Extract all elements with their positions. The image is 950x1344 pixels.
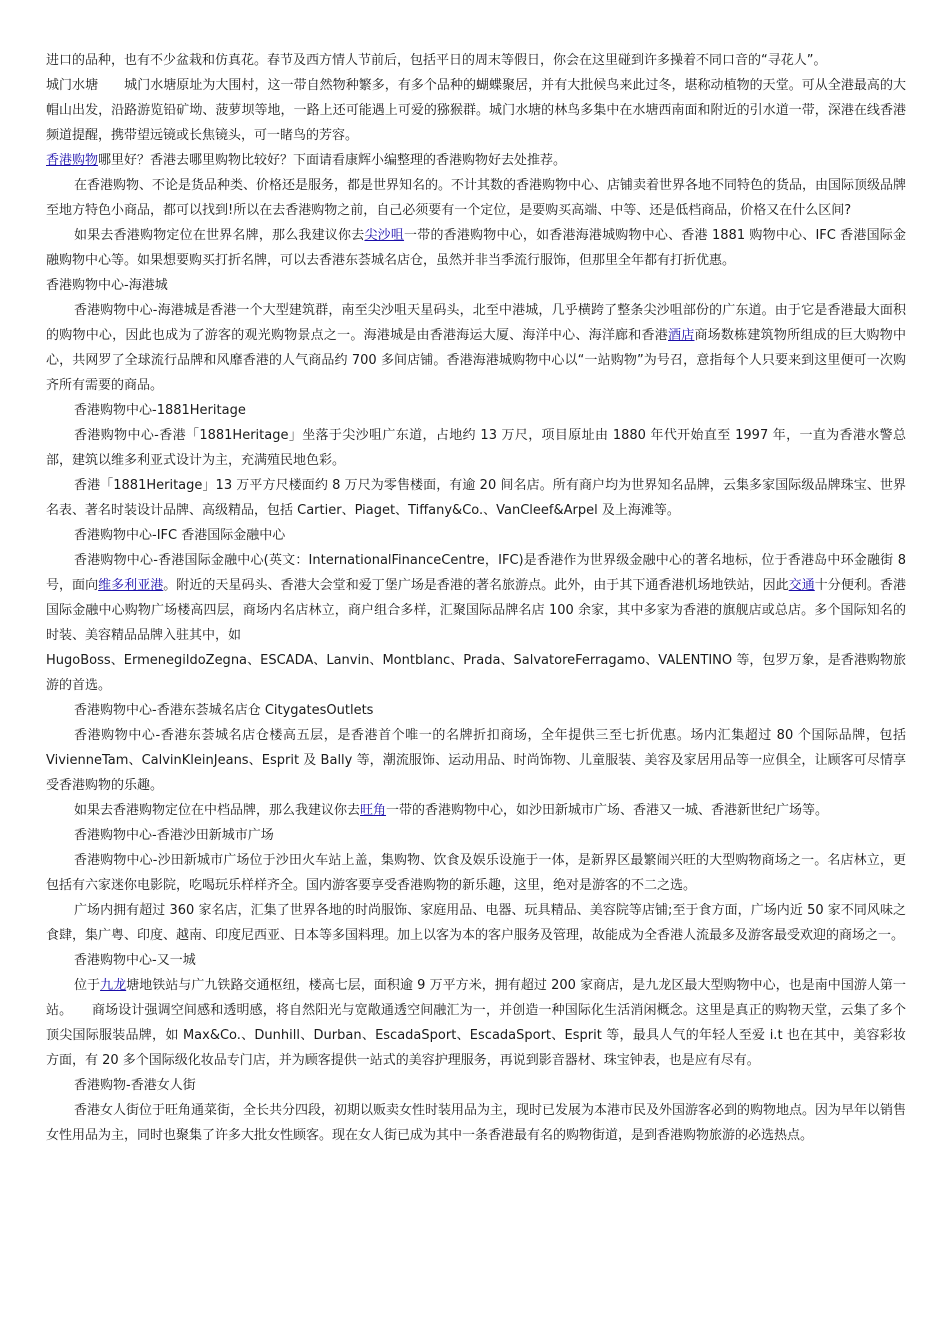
heading-harbour-city: 香港购物中心-海港城 — [46, 278, 168, 293]
text-segment: 。附近的天星码头、香港大会堂和爱丁堡广场是香港的著名旅游点。此外，由于其下通香港机场地铁站，因此 — [163, 578, 789, 593]
paragraph-shing-mun-reservoir: 城门水塘 城门水塘原址为大围村，这一带自然物种繁多，有多个品种的蝴蝶聚居，并有大批候鸟来此过冬，堪称动植物的天堂。可从全港最高的大帽山出发，沿路游览铅矿坳、菠萝坝等地，一路上还可能遇上可爱的猕猴群。城门水塘的林鸟多集中在水塘西南面和附近的引水道一带，深港在线香港频道提醒，携带望远镜或长焦镜头，可一睹鸟的芳容。 — [46, 78, 906, 143]
text-segment: 塘地铁站与广九铁路交通枢纽，楼高七层，面积逾 9 万平方米，拥有超过 200 家商店，是九龙区最大型购物中心，也是南中国游人第一站。 商场设计强调空间感和透明感，将自然阳光与宽敞通透空间融汇为一，并创造一种国际化生活消闲概念。这里是真正的购物天堂，云集了多个顶尖国际服装品牌，如 Max&Co.、Dunhill、Durban、EscadaSport、EscadaSport、Esprit 等，最具人气的年轻人至爱 i.t 也在其中，美容彩妆方面，有 20 多个国际级化妆品专门店，并为顾客提供一站式的美容护理服务，再说到影音器材、珠宝钟表，也是应有尽有。 — [46, 978, 906, 1068]
link-hotel[interactable]: 酒店 — [667, 328, 695, 343]
link-mong-kok[interactable]: 旺角 — [360, 803, 387, 818]
text-segment: 如果去香港购物定位在中档品牌，那么我建议你去 — [74, 803, 361, 818]
heading-1881-heritage: 香港购物中心-1881Heritage — [74, 403, 246, 418]
heading-citygate-outlets: 香港购物中心-香港东荟城名店仓 CitygatesOutlets — [74, 703, 374, 718]
heading-ladies-market: 香港购物-香港女人街 — [74, 1078, 196, 1093]
paragraph-new-town-plaza: 香港购物中心-沙田新城市广场位于沙田火车站上盖，集购物、饮食及娱乐设施于一体，是新界区最繁闹兴旺的大型购物商场之一。名店林立，更包括有六家迷你电影院，吃喝玩乐样样齐全。国内游客要享受香港购物的新乐趣，这里，绝对是游客的不二之选。 — [46, 853, 906, 893]
paragraph-1881-heritage-retail: 香港「1881Heritage」13 万平方尺楼面约 8 万尺为零售楼面，有逾 20 间名店。所有商户均为世界知名品牌，云集多家国际级品牌珠宝、世界名表、著名时装设计品牌、高级精品，包括 Cartier、Piaget、Tiffany&Co.、VanCleef&Arpel 及上海滩等。 — [46, 478, 906, 518]
paragraph-festival-walk — [46, 973, 906, 1073]
text-segment: 香港购物中心-香港国际金融中心(英文：InternationalFinanceCentre，IFC)是香港作为世界级金融中心的著名地标，位于香港岛中环金融街 8 号，面向 — [46, 553, 906, 593]
paragraph-harbour-city — [46, 298, 906, 398]
paragraph-luxury-brands — [46, 223, 906, 273]
text-segment: 一带的香港购物中心，如沙田新城市广场、香港又一城、香港新世纪广场等。 — [386, 803, 829, 818]
paragraph-shopping-positioning: 在香港购物、不论是货品种类、价格还是服务，都是世界知名的。不计其数的香港购物中心、店铺卖着世界各地不同特色的货品，由国际顶级品牌至地方特色小商品，都可以找到!所以在去香港购物之前，自己必须要有一个定位，是要购买高端、中等、还是低档商品，价格又在什么区间? — [46, 178, 907, 218]
paragraph-citygate-outlets: 香港购物中心-香港东荟城名店仓楼高五层，是香港首个唯一的名牌折扣商场，全年提供三至七折优惠。场内汇集超过 80 个国际品牌，包括 VivienneTam、CalvinKleinJeans、Esprit 及 Bally 等，潮流服饰、运动用品、时尚饰物、儿童服装、美容及家居用品等一应俱全，让顾客可尽情享受香港购物的乐趣。 — [46, 728, 906, 793]
intro-text: 哪里好？香港去哪里购物比较好？下面请看康辉小编整理的香港购物好去处推荐。 — [98, 153, 567, 168]
text-segment: 位于 — [74, 978, 101, 993]
paragraph-ladies-market: 香港女人街位于旺角通菜街，全长共分四段，初期以贩卖女性时装用品为主，现时已发展为本港市民及外国游客必到的购物地点。因为早年以销售女性用品为主，同时也聚集了许多大批女性顾客。现在女人街已成为其中一条香港最有名的购物街道，是到香港购物旅游的必选热点。 — [46, 1103, 907, 1143]
document-body — [46, 48, 906, 1148]
link-tsim-sha-tsui[interactable]: 尖沙咀 — [364, 228, 405, 243]
link-hk-shopping[interactable]: 香港购物 — [46, 153, 99, 168]
heading-ifc: 香港购物中心-IFC 香港国际金融中心 — [74, 528, 286, 543]
heading-new-town-plaza: 香港购物中心-香港沙田新城市广场 — [74, 828, 274, 843]
link-victoria-harbour[interactable]: 维多利亚港 — [98, 578, 164, 593]
text-segment: 香港购物中心-海港城是香港一个大型建筑群，南至尖沙咀天星码头，北至中港城，几乎横跨了整条尖沙咀部份的广东道。由于它是香港最大面积的购物中心，因此也成为了游客的观光购物景点之一。海港城是由香港海运大厦、海洋中心、海洋廊和香港 — [46, 303, 906, 343]
paragraph-ifc — [46, 548, 906, 648]
paragraph-mid-range-brands — [46, 798, 906, 823]
link-transport[interactable]: 交通 — [788, 578, 815, 593]
text-segment: 如果去香港购物定位在世界名牌，那么我建议你去 — [74, 228, 365, 243]
heading-festival-walk: 香港购物中心-又一城 — [74, 953, 196, 968]
link-kowloon[interactable]: 九龙 — [100, 978, 127, 993]
paragraph-1881-heritage-history: 香港购物中心-香港「1881Heritage」坐落于尖沙咀广东道，占地约 13 万尺，项目原址由 1880 年代开始直至 1997 年，一直为香港水警总部，建筑以维多利亚式设计为主，充满殖民地色彩。 — [46, 428, 906, 468]
text-segment: 一带的香港购物中心，如香港海港城购物中心、香港 1881 购物中心、IFC 香港国际金融购物中心等。如果想要购买打折名牌，可以去香港东荟城名店仓，虽然并非当季流行服饰，但那里全年都有打折优惠。 — [46, 228, 906, 268]
paragraph-intro — [46, 148, 906, 173]
text-segment: 商场数栋建筑物所组成的巨大购物中心，共网罗了全球流行品牌和风靡香港的人气商品约 700 多间店铺。香港海港城购物中心以“一站购物”为号召，意指每个人只要来到这里便可一次购齐所有需要的商品。 — [46, 328, 906, 393]
paragraph-flower-market-tail: 进口的品种，也有不少盆栽和仿真花。春节及西方情人节前后，包括平日的周末等假日，你会在这里碰到许多操着不同口音的“寻花人”。 — [46, 53, 827, 68]
text-segment: 十分便利。香港国际金融中心购物广场楼高四层，商场内名店林立，商户组合多样，汇聚国际品牌名店 100 余家，其中多家为香港的旗舰店或总店。多个国际知名的时装、美容精品品牌入驻其中，如 — [46, 578, 906, 643]
paragraph-new-town-plaza-shops: 广场内拥有超过 360 家名店，汇集了世界各地的时尚服饰、家庭用品、电器、玩具精品、美容院等店铺;至于食方面，广场内近 50 家不同风味之食肆，集广粤、印度、越南、印度尼西亚、日本等多国料理。加上以客为本的客户服务及管理，故能成为全香港人流最多及游客最受欢迎的商场之一。 — [46, 903, 906, 943]
paragraph-ifc-brands: HugoBoss、ErmenegildoZegna、ESCADA、Lanvin、Montblanc、Prada、SalvatoreFerragamo、VALENTINO 等，包罗万象，是香港购物旅游的首选。 — [46, 653, 906, 693]
